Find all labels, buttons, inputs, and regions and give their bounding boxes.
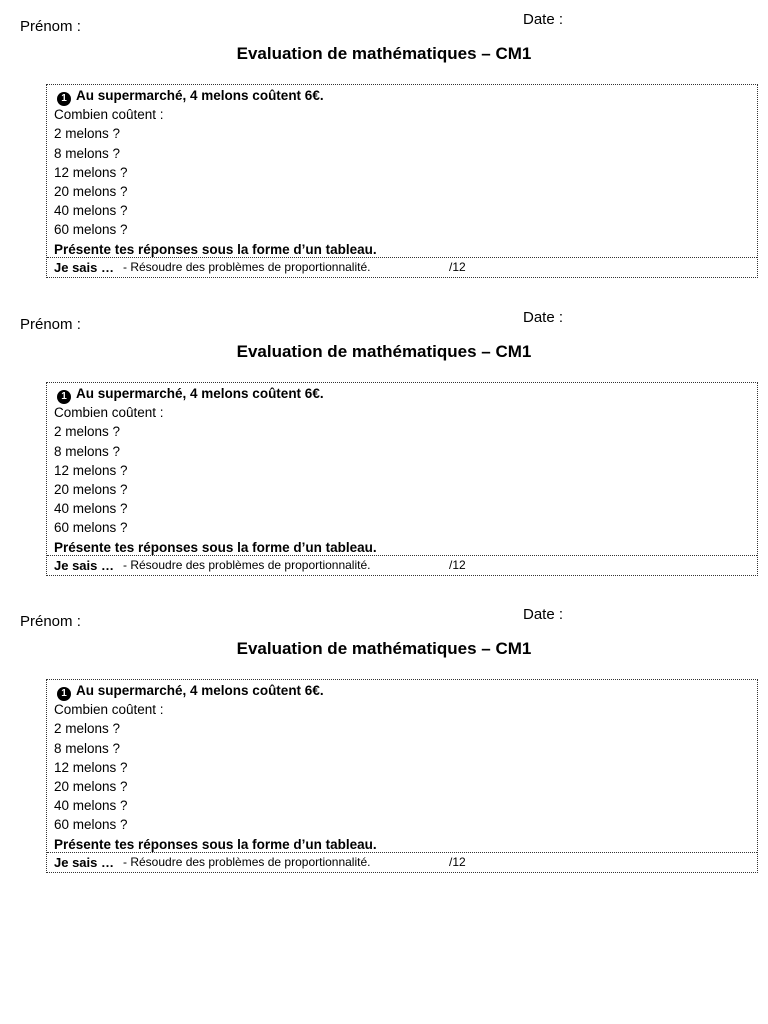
date-label: Date : [523,606,564,623]
exercise-number-badge: 1 [57,687,71,701]
exercise-box [46,382,758,576]
exercise-number-badge: 1 [57,92,71,106]
exercise-instruction: Présente tes réponses sous la forme d’un tableau. [54,241,377,257]
exercise-item: 40 melons ? [54,798,128,814]
page-title: Evaluation de mathématiques – CM1 [236,639,532,658]
date-label: Date : [523,309,564,326]
exercise-item: 8 melons ? [54,740,121,756]
exercise-instruction: Présente tes réponses sous la forme d’un tableau. [54,836,377,852]
exercise-item: 40 melons ? [54,501,128,517]
exercise-item: 12 melons ? [54,164,128,180]
exercise-item: 60 melons ? [54,520,128,536]
exercise-box [46,84,758,278]
skills-label: Je sais … [54,260,114,275]
skill-description: - Résoudre des problèmes de proportionnalité. [123,260,371,274]
exercise-number-badge: 1 [57,390,71,404]
skill-description: - Résoudre des problèmes de proportionnalité. [123,855,371,869]
exercise-item: 2 melons ? [54,721,121,737]
exercise-question [47,680,757,853]
skill-description: - Résoudre des problèmes de proportionnalité. [123,558,371,572]
skills-label: Je sais … [54,855,114,870]
evaluation-sheet-1 [0,0,768,290]
exercise-item: 12 melons ? [54,759,128,775]
prenom-label: Prénom : [20,18,81,35]
exercise-question-text: Combien coûtent : [54,702,164,718]
skills-row [47,258,757,277]
exercise-item: 8 melons ? [54,145,121,161]
prenom-label: Prénom : [20,613,81,630]
exercise-item: 60 melons ? [54,222,128,238]
exercise-item: 12 melons ? [54,462,128,478]
exercise-statement-line [54,681,757,700]
prenom-label: Prénom : [20,316,81,333]
exercise-item: 2 melons ? [54,424,121,440]
exercise-statement: Au supermarché, 4 melons coûtent 6€. [76,683,324,698]
date-label: Date : [523,11,564,28]
page-title: Evaluation de mathématiques – CM1 [236,44,532,63]
score-total: /12 [449,558,466,572]
exercise-question-text: Combien coûtent : [54,405,164,421]
exercise-item: 60 melons ? [54,817,128,833]
score-total: /12 [449,855,466,869]
exercise-question [47,85,757,258]
exercise-statement-line [54,384,757,403]
exercise-item: 20 melons ? [54,481,128,497]
exercise-statement: Au supermarché, 4 melons coûtent 6€. [76,88,324,103]
exercise-item: 8 melons ? [54,443,121,459]
exercise-box [46,679,758,873]
evaluation-sheet-3 [0,595,768,885]
exercise-question [47,383,757,556]
exercise-item: 20 melons ? [54,778,128,794]
exercise-statement: Au supermarché, 4 melons coûtent 6€. [76,386,324,401]
evaluation-sheet-2 [0,298,768,588]
exercise-item: 2 melons ? [54,126,121,142]
skills-row [47,556,757,575]
score-total: /12 [449,260,466,274]
page-title: Evaluation de mathématiques – CM1 [236,342,532,361]
exercise-statement-line [54,86,757,105]
exercise-item: 20 melons ? [54,183,128,199]
exercise-question-text: Combien coûtent : [54,107,164,123]
exercise-instruction: Présente tes réponses sous la forme d’un tableau. [54,539,377,555]
skills-label: Je sais … [54,558,114,573]
exercise-item: 40 melons ? [54,203,128,219]
skills-row [47,853,757,872]
